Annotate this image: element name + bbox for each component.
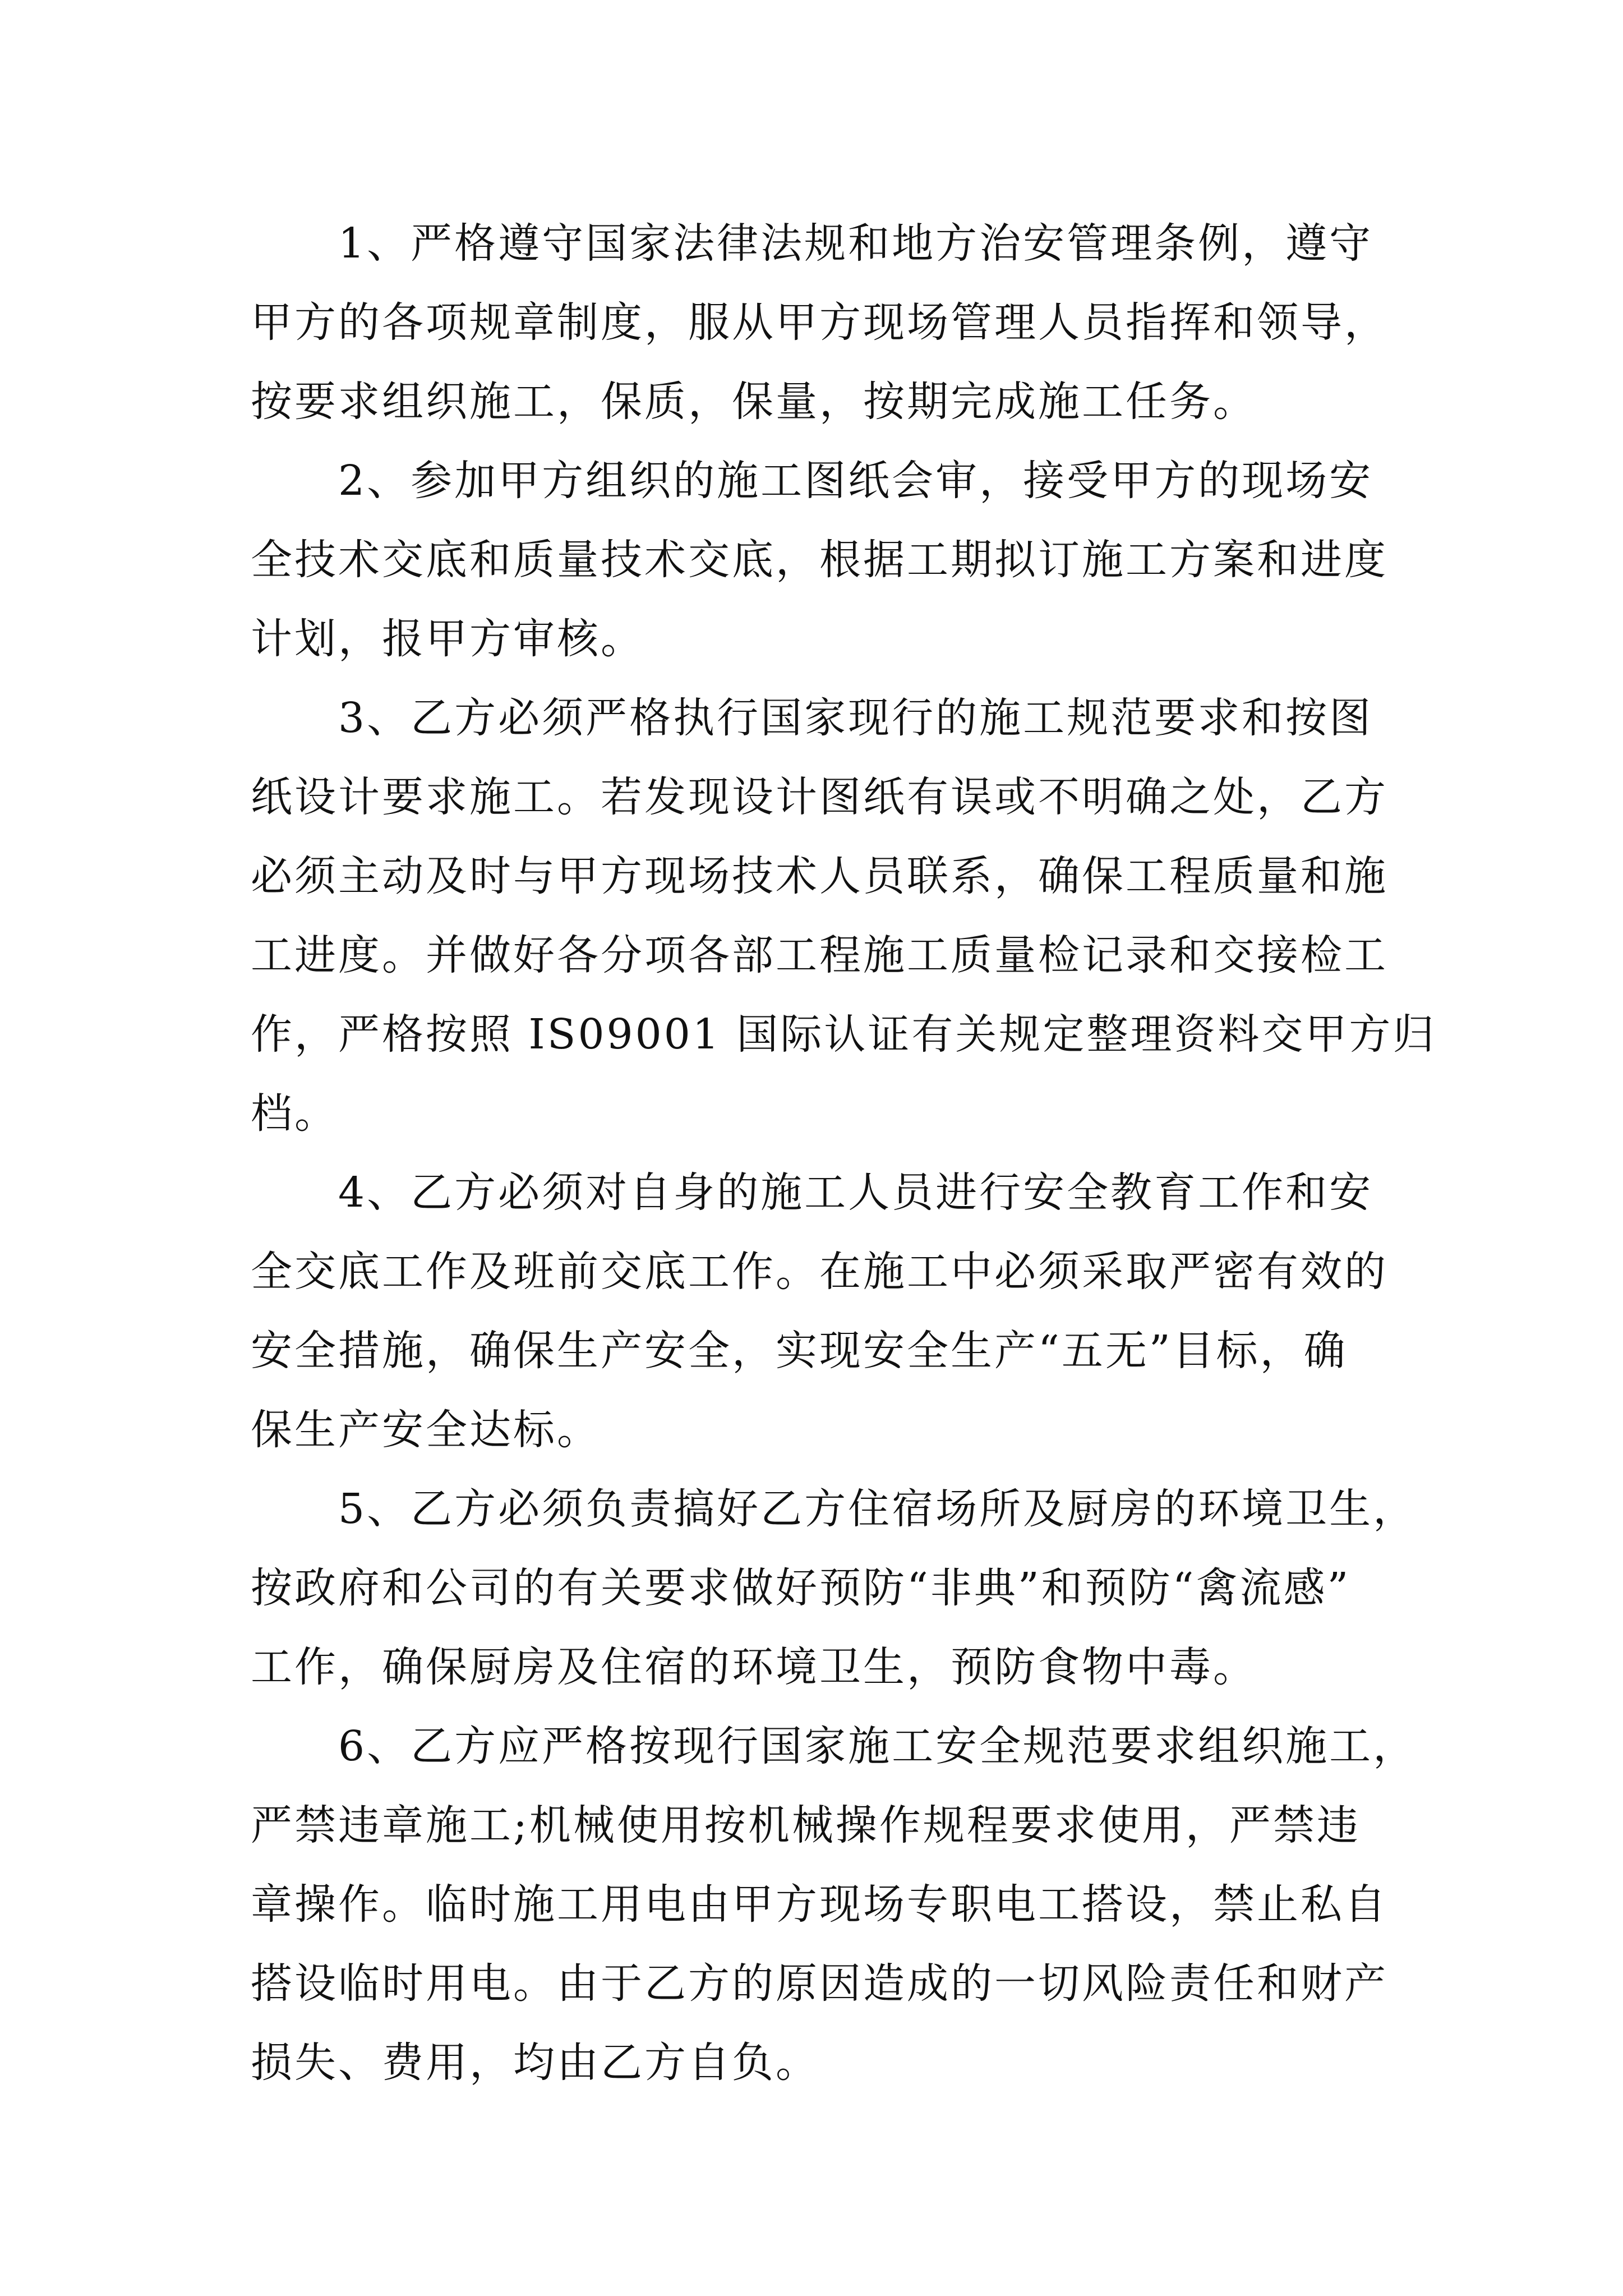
paragraph-line: 计划，报甲方审核。 bbox=[251, 615, 644, 663]
paragraph-2 bbox=[251, 441, 1428, 679]
paragraph-4 bbox=[251, 1153, 1428, 1470]
paragraph-line: 甲方的各项规章制度，服从甲方现场管理人员指挥和领导， bbox=[251, 298, 1388, 347]
paragraph-line: 按政府和公司的有关要求做好预防“非典”和预防“禽流感” bbox=[251, 1564, 1351, 1612]
paragraph-line: 保生产安全达标。 bbox=[251, 1406, 601, 1454]
paragraph-line: 6、乙方应严格按现行国家施工安全规范要求组织施工， bbox=[338, 1722, 1417, 1770]
paragraph-line: 3、乙方必须严格执行国家现行的施工规范要求和按图 bbox=[338, 694, 1373, 742]
paragraph-line: 安全措施，确保生产安全，实现安全生产“五无”目标，确 bbox=[251, 1327, 1348, 1375]
paragraph-line: 1、严格遵守国家法律法规和地方治安管理条例，遵守 bbox=[338, 219, 1373, 268]
paragraph-line: 2、参加甲方组织的施工图纸会审，接受甲方的现场安 bbox=[338, 457, 1373, 505]
paragraph-line: 损失、费用，均由乙方自负。 bbox=[251, 2039, 819, 2087]
paragraph-line: 全技术交底和质量技术交底，根据工期拟订施工方案和进度 bbox=[251, 536, 1388, 584]
paragraph-3 bbox=[251, 679, 1437, 1153]
paragraph-line: 作，严格按照 IS09001 国际认证有关规定整理资料交甲方归 bbox=[251, 1010, 1437, 1059]
paragraph-line: 工作，确保厨房及住宿的环境卫生，预防食物中毒。 bbox=[251, 1643, 1257, 1691]
paragraph-line: 按要求组织施工，保质，保量，按期完成施工任务。 bbox=[251, 378, 1257, 426]
paragraph-line: 5、乙方必须负责搞好乙方住宿场所及厨房的环境卫生， bbox=[338, 1485, 1417, 1533]
paragraph-line: 全交底工作及班前交底工作。在施工中必须采取严密有效的 bbox=[251, 1248, 1388, 1296]
paragraph-line: 搭设临时用电。由于乙方的原因造成的一切风险责任和财产 bbox=[251, 1959, 1388, 2008]
paragraph-line: 4、乙方必须对自身的施工人员进行安全教育工作和安 bbox=[338, 1168, 1373, 1217]
paragraph-line: 严禁违章施工;机械使用按机械操作规程要求使用，严禁违 bbox=[251, 1801, 1361, 1849]
paragraph-line: 必须主动及时与甲方现场技术人员联系，确保工程质量和施 bbox=[251, 852, 1388, 900]
paragraph-line: 章操作。临时施工用电由甲方现场专职电工搭设，禁止私自 bbox=[251, 1880, 1388, 1929]
document-body bbox=[251, 204, 1437, 2102]
paragraph-line: 档。 bbox=[251, 1089, 338, 1138]
paragraph-5 bbox=[251, 1470, 1428, 1707]
paragraph-1 bbox=[251, 204, 1428, 441]
paragraph-line: 工进度。并做好各分项各部工程施工质量检记录和交接检工 bbox=[251, 931, 1388, 979]
paragraph-6 bbox=[251, 1707, 1428, 2102]
paragraph-line: 纸设计要求施工。若发现设计图纸有误或不明确之处，乙方 bbox=[251, 773, 1388, 821]
